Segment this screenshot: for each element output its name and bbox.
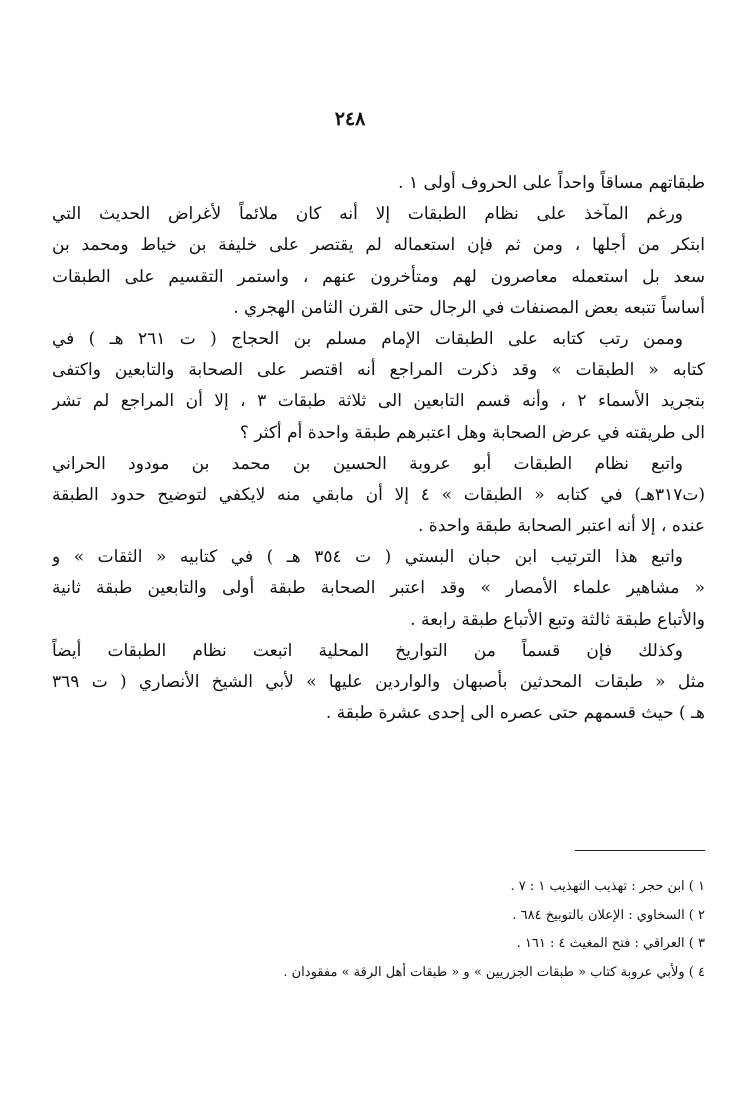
paragraph-start-line: ورغم المآخذ على نظام الطبقات إلا أنه كان ملائماً لأغراض الحديث التي: [52, 204, 683, 225]
text-line: كتابه « الطبقات » وقد ذكرت المراجع أنه اقتصر على الصحابة والتابعين واكتفى: [52, 360, 705, 381]
text-line: « مشاهير علماء الأمصار » وقد اعتبر الصحابة طبقة أولى والتابعين طبقة ثانية: [52, 578, 705, 599]
text-line: الى طريقته في عرض الصحابة وهل اعتبرهم طبقة واحدة أم أكثر ؟: [239, 422, 705, 443]
footnotes: [52, 873, 705, 988]
paragraph-start-line: واتبع هذا الترتيب ابن حبان البستي ( ت ٣٥٤ هـ ) في كتابيه « الثقات » و: [52, 547, 684, 568]
text-line: بتجريد الأسماء ٢ ، وأنه قسم التابعين الى ثلاثة طبقات ٣ ، إلا أن المراجع لم تشر: [52, 391, 705, 412]
text-line: مثل « طبقات المحدثين بأصبهان والواردين عليها » لأبي الشيخ الأنصاري ( ت ٣٦٩: [52, 672, 705, 692]
footnote-4: ٤ ) ولأبي عروبة كتاب « طبقات الجزريين » و « طبقات أهل الرقة » مفقودان .: [283, 965, 705, 981]
body-text: [52, 168, 705, 729]
text-line: والأتباع طبقة ثالثة وتبع الأتباع طبقة رابعة .: [410, 609, 705, 630]
text-line: ابتكر من أجلها ، ومن ثم فإن استعماله لم يقتصر على خليفة بن خياط ومحمد بن: [52, 235, 705, 256]
paragraph-start-line: وكذلك فإن قسماً من التواريخ المحلية اتبعت نظام الطبقات أيضاً: [52, 640, 683, 661]
text-line: سعد بل استعمله معاصرون لهم ومتأخرون عنهم ، واستمر التقسيم على الطبقات: [52, 266, 705, 287]
paragraph-start-line: واتبع نظام الطبقات أبو عروبة الحسين بن محمد بن مودود الحراني: [52, 453, 683, 474]
text-line: (ت٣١٧هـ) في كتابه « الطبقات » ٤ إلا أن مابقي منه لايكفي لتوضيح حدود الطبقة: [52, 484, 705, 505]
footnote-3: ٣ ) العراقي : فتح المغيث ٤ : ١٦١ .: [516, 936, 705, 952]
footnote-divider: [575, 850, 705, 851]
text-line: هـ ) حيث قسمهم حتى عصره الى إحدى عشرة طبقة .: [325, 703, 705, 724]
text-line: عنده ، إلا أنه اعتبر الصحابة طبقة واحدة .: [417, 516, 705, 537]
footnote-2: ٢ ) السخاوي : الإعلان بالتوبيخ ٦٨٤ .: [512, 907, 705, 923]
text-line: طبقاتهم مساقاً واحداً على الحروف أولى ١ .: [398, 173, 705, 193]
footnote-1: ١ ) ابن حجر : تهذيب التهذيب ١ : ٧ .: [510, 879, 705, 894]
text-line: أساساً تتبعه بعض المصنفات في الرجال حتى القرن الثامن الهجري .: [233, 297, 705, 318]
page-number: ٢٤٨: [334, 108, 366, 130]
paragraph-start-line: وممن رتب كتابه على الطبقات الإمام مسلم بن الحجاج ( ت ٢٦١ هـ ) في: [52, 328, 683, 349]
